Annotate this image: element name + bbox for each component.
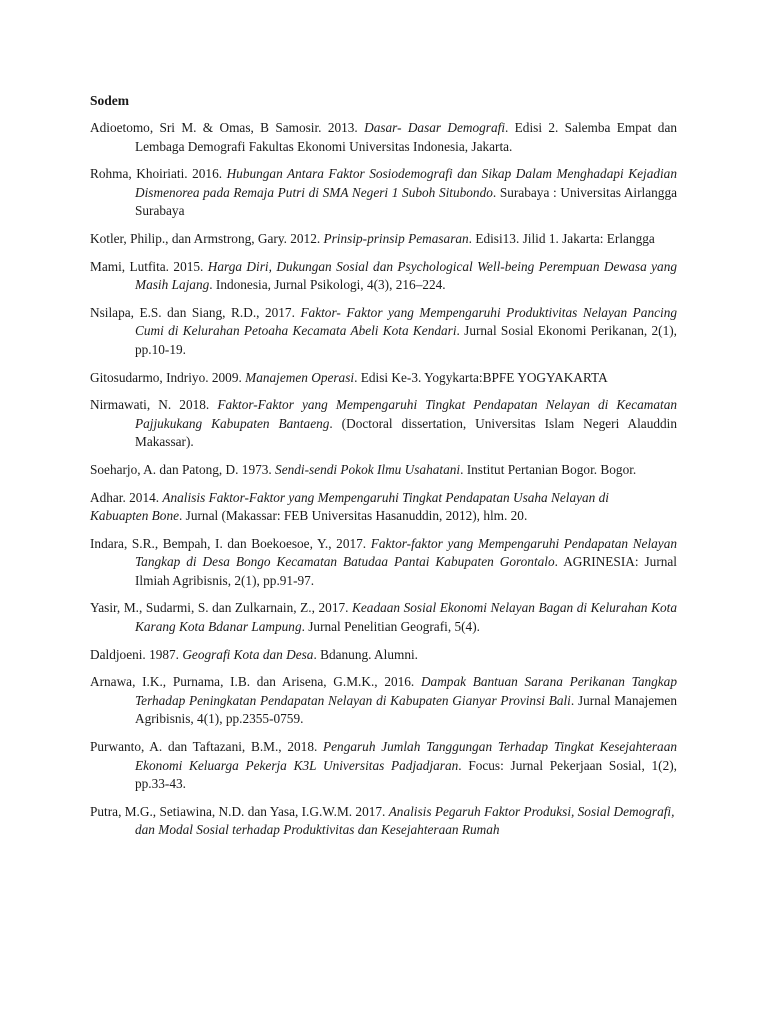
reference-authors: Soeharjo, A. dan Patong, D. 1973. (90, 461, 276, 477)
reference-entry (90, 165, 677, 221)
reference-entry (90, 646, 677, 665)
reference-authors: Gitosudarmo, Indriyo. 2009. (90, 369, 246, 385)
reference-authors: Arnawa, I.K., Purnama, I.B. dan Arisena, G.M.K., 2016. (90, 674, 421, 690)
reference-entry (90, 738, 677, 794)
reference-title: Sendi-sendi Pokok Ilmu Usahatani (275, 461, 461, 477)
document-page (90, 92, 677, 849)
reference-source: . AGRINESIA: Jurnal Ilmiah Agribisnis, 2(1), pp.91-97. (135, 554, 677, 588)
reference-authors: Nirmawati, N. 2018. (90, 397, 218, 413)
reference-authors: Kotler, Philip., dan Armstrong, Gary. 2012. (90, 230, 324, 246)
reference-authors: Adioetomo, Sri M. & Omas, B Samosir. 2013. (90, 120, 365, 135)
reference-source: . Jurnal Manajemen Agribisnis, 4(1), pp.2355-0759. (135, 692, 677, 727)
reference-title: Keadaan Sosial Ekonomi Nelayan Bagan di Kelurahan Kota Karang Kota Bdanar Lampung (135, 600, 677, 635)
reference-title: Dampak Bantuan Sarana Perikanan Tangkap Terhadap Peningkatan Pendapatan Nelayan di Kabupaten Gianyar Provinsi Bali (135, 674, 677, 708)
section-heading: Sodem (90, 93, 130, 108)
reference-title: Faktor- Faktor yang Mempengaruhi Produktivitas Nelayan Pancing Cumi di Kelurahan Petoaha Kecamata Abeli Kota Kendari (135, 304, 677, 339)
reference-source: . Edisi13. Jilid 1. Jakarta: Erlangga (468, 230, 655, 246)
reference-authors: Adhar. 2014. (90, 489, 163, 505)
reference-entry (90, 803, 677, 840)
reference-authors: Indara, S.R., Bempah, I. dan Boekoesoe, Y., 2017. (90, 535, 371, 551)
reference-title: Analisis Pegaruh Faktor Produksi, Sosial Demografi, dan Modal Sosial terhadap Produktivitas dan Kesejahteraan Rumah (135, 803, 675, 838)
reference-source: . Edisi Ke-3. Yogykarta:BPFE YOGYAKARTA (354, 369, 608, 385)
reference-title: Faktor-Faktor yang Mempengaruhi Tingkat Pendapatan Nelayan di Kecamatan Pajjukukang Kabupaten Bantaeng (135, 397, 677, 431)
reference-authors: Daldjoeni. 1987. (90, 646, 183, 662)
reference-title: Geografi Kota dan Desa (182, 646, 314, 662)
reference-title: Prinsip-prinsip Pemasaran (323, 230, 469, 246)
reference-title: Harga Diri, Dukungan Sosial dan Psychological Well-being Perempuan Dewasa yang Masih Lajang (135, 258, 677, 293)
reference-entry (90, 599, 677, 636)
reference-source: . (Doctoral dissertation, Universitas Islam Negeri Alauddin Makassar). (135, 415, 677, 450)
reference-authors: Purwanto, A. dan Taftazani, B.M., 2018. (90, 739, 324, 755)
reference-authors: Mami, Lutfita. 2015. (90, 258, 208, 274)
reference-title: Hubungan Antara Faktor Sosiodemografi dan Sikap Dalam Menghadapi Kejadian Dismenorea pada Remaja Putri di SMA Negeri 1 Suboh Situbondo (135, 166, 677, 200)
reference-entry (90, 461, 677, 480)
reference-source: . Jurnal Sosial Ekonomi Perikanan, 2(1), pp.10-19. (135, 323, 678, 357)
reference-entry (90, 119, 677, 156)
reference-entry (90, 673, 677, 729)
reference-source: . Institut Pertanian Bogor. Bogor. (460, 461, 637, 477)
reference-entry (90, 489, 677, 508)
reference-source: . Surabaya : Universitas Airlangga Surabaya (135, 184, 677, 219)
reference-source: . Jurnal Penelitian Geografi, 5(4). (301, 619, 480, 635)
reference-title: Kabuapten Bone (90, 508, 180, 524)
reference-title: Dasar- Dasar Demografi (364, 120, 506, 135)
reference-authors: Putra, M.G., Setiawina, N.D. dan Yasa, I.G.W.M. 2017. (90, 803, 389, 819)
reference-entry (90, 535, 677, 591)
reference-title: Faktor-faktor yang Mempengaruhi Pendapatan Nelayan Tangkap di Desa Bongo Kecamatan Batudaa Pantai Kabupaten Gorontalo (135, 535, 678, 570)
reference-source: . Indonesia, Jurnal Psikologi, 4(3), 216–224. (209, 277, 446, 293)
reference-entry (90, 258, 677, 295)
reference-title: Analisis Faktor-Faktor yang Mempengaruhi Tingkat Pendapatan Usaha Nelayan di (162, 489, 609, 505)
reference-source: . Jurnal (Makassar: FEB Universitas Hasanuddin, 2012), hlm. 20. (179, 508, 528, 524)
reference-source: . Edisi 2. Salemba Empat dan Lembaga Demografi Fakultas Ekonomi Universitas Indonesia, Jakarta. (135, 120, 677, 154)
reference-entry-continuation (90, 507, 677, 526)
reference-source: . Focus: Jurnal Pekerjaan Sosial, 1(2), pp.33-43. (135, 757, 677, 792)
reference-authors: Nsilapa, E.S. dan Siang, R.D., 2017. (90, 304, 301, 320)
reference-entry (90, 230, 677, 249)
reference-entry (90, 369, 677, 388)
reference-authors: Rohma, Khoiriati. 2016. (90, 166, 227, 182)
reference-entry (90, 396, 677, 452)
reference-title: Manajemen Operasi (245, 369, 355, 385)
reference-source: . Bdanung. Alumni. (313, 646, 418, 662)
reference-title: Pengaruh Jumlah Tanggungan Terhadap Tingkat Kesejahteraan Ekonomi Keluarga Pekerja K3L Universitas Padjadjaran (135, 739, 678, 773)
reference-authors: Yasir, M., Sudarmi, S. dan Zulkarnain, Z., 2017. (90, 600, 353, 616)
reference-entry (90, 304, 677, 360)
